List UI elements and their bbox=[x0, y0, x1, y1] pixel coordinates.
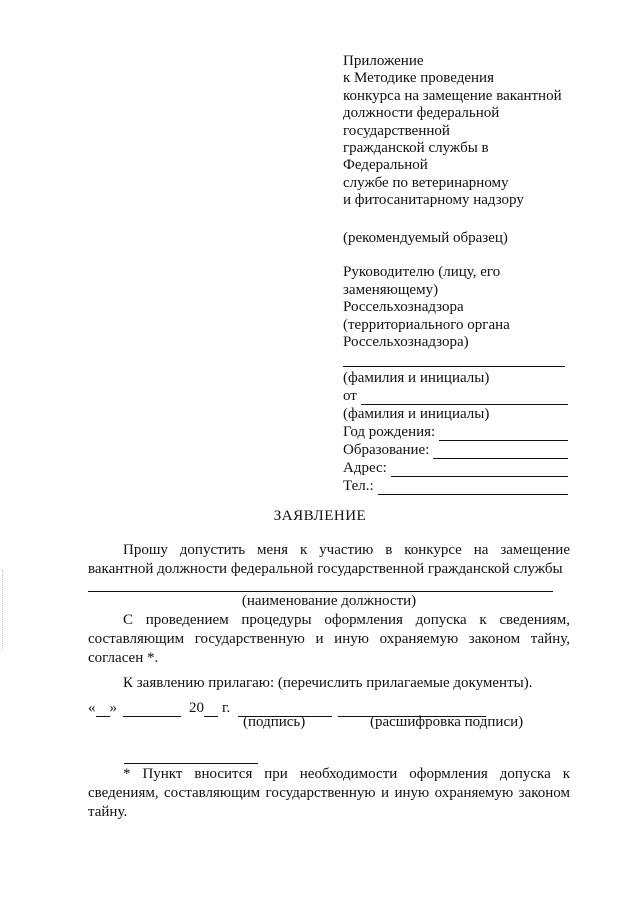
birth-year-label: Год рождения: bbox=[343, 424, 436, 440]
from-blank bbox=[361, 391, 568, 405]
appendix-line: Приложение bbox=[343, 53, 424, 69]
phone-blank bbox=[378, 481, 568, 495]
applicant-fio-caption-row bbox=[343, 405, 568, 423]
footnote-rule bbox=[124, 763, 258, 764]
document-title: ЗАЯВЛЕНИЕ bbox=[273, 508, 367, 524]
education-label: Образование: bbox=[343, 442, 430, 458]
year-blank bbox=[204, 704, 218, 717]
year-suffix: г. bbox=[222, 700, 231, 716]
signature-decoding-caption: (расшифровка подписи) bbox=[370, 714, 524, 730]
consent-paragraph: С проведением процедуры оформления допуска к сведениям, составляющим государственную и иную охраняемую законом тайну, согласен *. bbox=[88, 612, 570, 666]
scan-edge-mark bbox=[2, 570, 5, 650]
appendix-line: к Методике проведения bbox=[343, 70, 494, 87]
request-paragraph: Прошу допустить меня к участию в конкурсе на замещение вакантной должности федеральной государственной гражданской службы bbox=[88, 542, 570, 577]
fio-caption: (фамилия и инициалы) bbox=[343, 370, 490, 386]
appendix-line: службе по ветеринарному bbox=[343, 174, 509, 191]
addressee-fio-line bbox=[343, 366, 565, 367]
addressee-line: Россельхознадзора bbox=[343, 299, 464, 316]
addressee-block bbox=[343, 264, 603, 352]
sample-label: (рекомендуемый образец) bbox=[343, 230, 508, 246]
birth-year-blank bbox=[439, 427, 568, 441]
day-blank bbox=[96, 704, 110, 717]
footnote-text: * Пункт вносится при необходимости оформления допуска к сведениям, составляющим государственную и иную охраняемую законом тайну. bbox=[88, 766, 570, 820]
addressee-line: (территориального органа bbox=[343, 316, 510, 333]
signature-caption: (подпись) bbox=[243, 714, 306, 730]
education-row bbox=[343, 441, 568, 459]
applicant-fields bbox=[343, 369, 568, 495]
address-blank bbox=[391, 463, 568, 477]
attachments-paragraph: К заявлению прилагаю: (перечислить прилагаемые документы). bbox=[123, 675, 533, 691]
footnote bbox=[88, 765, 570, 822]
from-row bbox=[343, 387, 568, 405]
application-body bbox=[88, 541, 570, 693]
appendix-line: конкурса на замещение вакантной bbox=[343, 87, 562, 104]
year-prefix: 20 bbox=[189, 700, 204, 716]
phone-label: Тел.: bbox=[343, 478, 374, 494]
appendix-line: государственной bbox=[343, 122, 450, 139]
education-blank bbox=[433, 445, 568, 459]
quote-open: « bbox=[88, 700, 96, 716]
addressee-line: Россельхознадзора) bbox=[343, 334, 469, 351]
position-caption: (наименование должности) bbox=[241, 593, 417, 609]
address-label: Адрес: bbox=[343, 460, 387, 476]
fio-caption-row bbox=[343, 369, 568, 387]
appendix-header bbox=[343, 53, 603, 210]
month-blank bbox=[123, 704, 181, 717]
from-label: от bbox=[343, 388, 357, 404]
appendix-line: Федеральной bbox=[343, 157, 428, 174]
addressee-line: Руководителю (лицу, его bbox=[343, 264, 501, 280]
quote-close: » bbox=[109, 700, 117, 716]
appendix-line: должности федеральной bbox=[343, 105, 500, 122]
phone-row bbox=[343, 477, 568, 495]
address-row bbox=[343, 459, 568, 477]
addressee-line: заменяющему) bbox=[343, 281, 439, 298]
appendix-line: и фитосанитарному надзору bbox=[343, 192, 524, 209]
appendix-line: гражданской службы в bbox=[343, 140, 489, 157]
birth-year-row bbox=[343, 423, 568, 441]
applicant-fio-caption: (фамилия и инициалы) bbox=[343, 406, 490, 422]
